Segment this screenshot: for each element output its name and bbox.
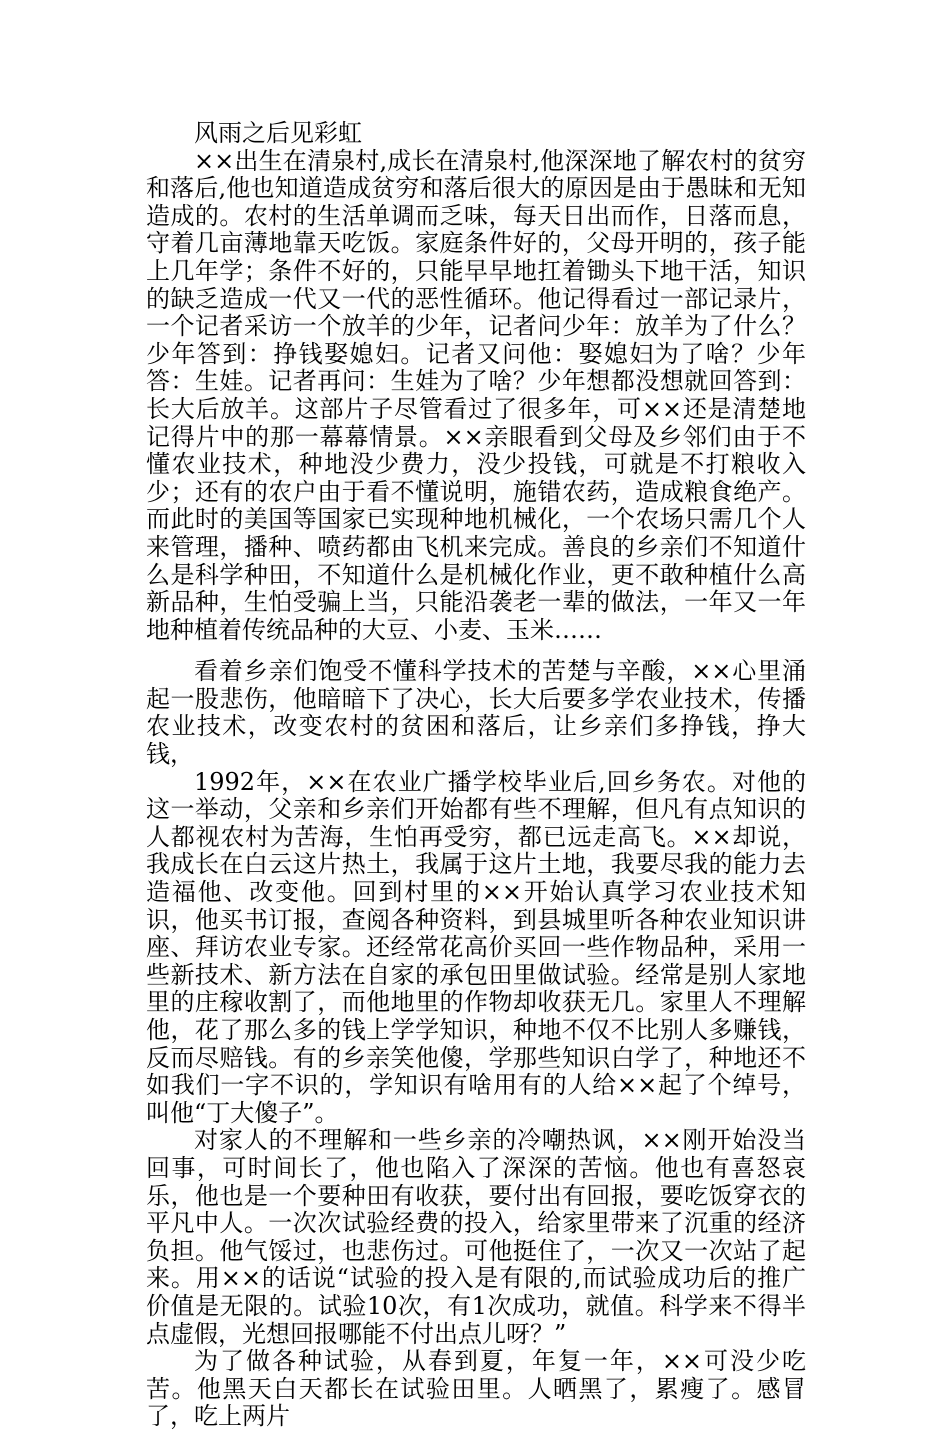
paragraph-4: 对家人的不理解和一些乡亲的冷嘲热讽，××刚开始没当回事，可时间长了，他也陷入了深深的苦恼。他也有喜怒哀乐，他也是一个要种田有收获，要付出有回报，要吃饭穿衣的平凡中人。一次次试验经费的投入，给家里带来了沉重的经济负担。他气馁过，也悲伤过。可他挺住了，一次又一次站了起来。用××的话说“试验的投入是有限的,而试验成功后的推广价值是无限的。试验10次，有1次成功，就值。科学来不得半点虚假，光想回报哪能不付出点儿呀？”	[146, 1126, 806, 1348]
paragraph-3: 1992年，××在农业广播学校毕业后,回乡务农。对他的这一举动，父亲和乡亲们开始都有些不理解，但凡有点知识的人都视农村为苦海，生怕再受穷，都已远走高飞。××却说，我成长在白云这片热土，我属于这片土地，我要尽我的能力去造福他、改变他。回到村里的××开始认真学习农业技术知识，他买书订报，查阅各种资料，到县城里听各种农业知识讲座、拜访农业专家。还经常花高价买回一些作物品种，采用一些新技术、新方法在自家的承包田里做试验。经常是别人家地里的庄稼收割了，而他地里的作物却收获无几。家里人不理解他，花了那么多的钱上学学知识，种地不仅不比别人多赚钱，反而尽赔钱。有的乡亲笑他傻，学那些知识白学了，种地还不如我们一字不识的，学知识有啥用有的人给××起了个绰号，叫他“丁大傻子”。	[146, 767, 806, 1127]
paragraph-2: 看着乡亲们饱受不懂科学技术的苦楚与辛酸，××心里涌起一股悲伤，他暗暗下了决心，长大后要多学农业技术，传播农业技术，改变农村的贫困和落后，让乡亲们多挣钱，挣大钱，	[146, 657, 806, 769]
document-body	[146, 120, 806, 1431]
document-title: 风雨之后见彩虹	[194, 119, 362, 147]
paragraph-5: 为了做各种试验，从春到夏，年复一年，××可没少吃苦。他黑天白天都长在试验田里。人晒黑了，累瘦了。感冒了，吃上两片	[146, 1347, 806, 1431]
paragraph-1: ××出生在清泉村,成长在清泉村,他深深地了解农村的贫穷和落后,他也知道造成贫穷和落后很大的原因是由于愚昧和无知造成的。农村的生活单调而乏味，每天日出而作，日落而息，守着几亩薄地靠天吃饭。家庭条件好的，父母开明的，孩子能上几年学；条件不好的，只能早早地扛着锄头下地干活，知识的缺乏造成一代又一代的恶性循环。他记得看过一部记录片，一个记者采访一个放羊的少年，记者问少年：放羊为了什么？少年答到：挣钱娶媳妇。记者又问他：娶媳妇为了啥？少年答：生娃。记者再问：生娃为了啥？少年想都没想就回答到：长大后放羊。这部片子尽管看过了很多年，可××还是清楚地记得片中的那一幕幕情景。××亲眼看到父母及乡邻们由于不懂农业技术，种地没少费力，没少投钱，可就是不打粮收入少；还有的农户由于看不懂说明，施错农药，造成粮食绝产。而此时的美国等国家已实现种地机械化，一个农场只需几个人来管理，播种、喷药都由飞机来完成。善良的乡亲们不知道什么是科学种田，不知道什么是机械化作业，更不敢种植什么高新品种，生怕受骗上当，只能沿袭老一辈的做法，一年又一年地种植着传统品种的大豆、小麦、玉米……	[146, 146, 806, 644]
